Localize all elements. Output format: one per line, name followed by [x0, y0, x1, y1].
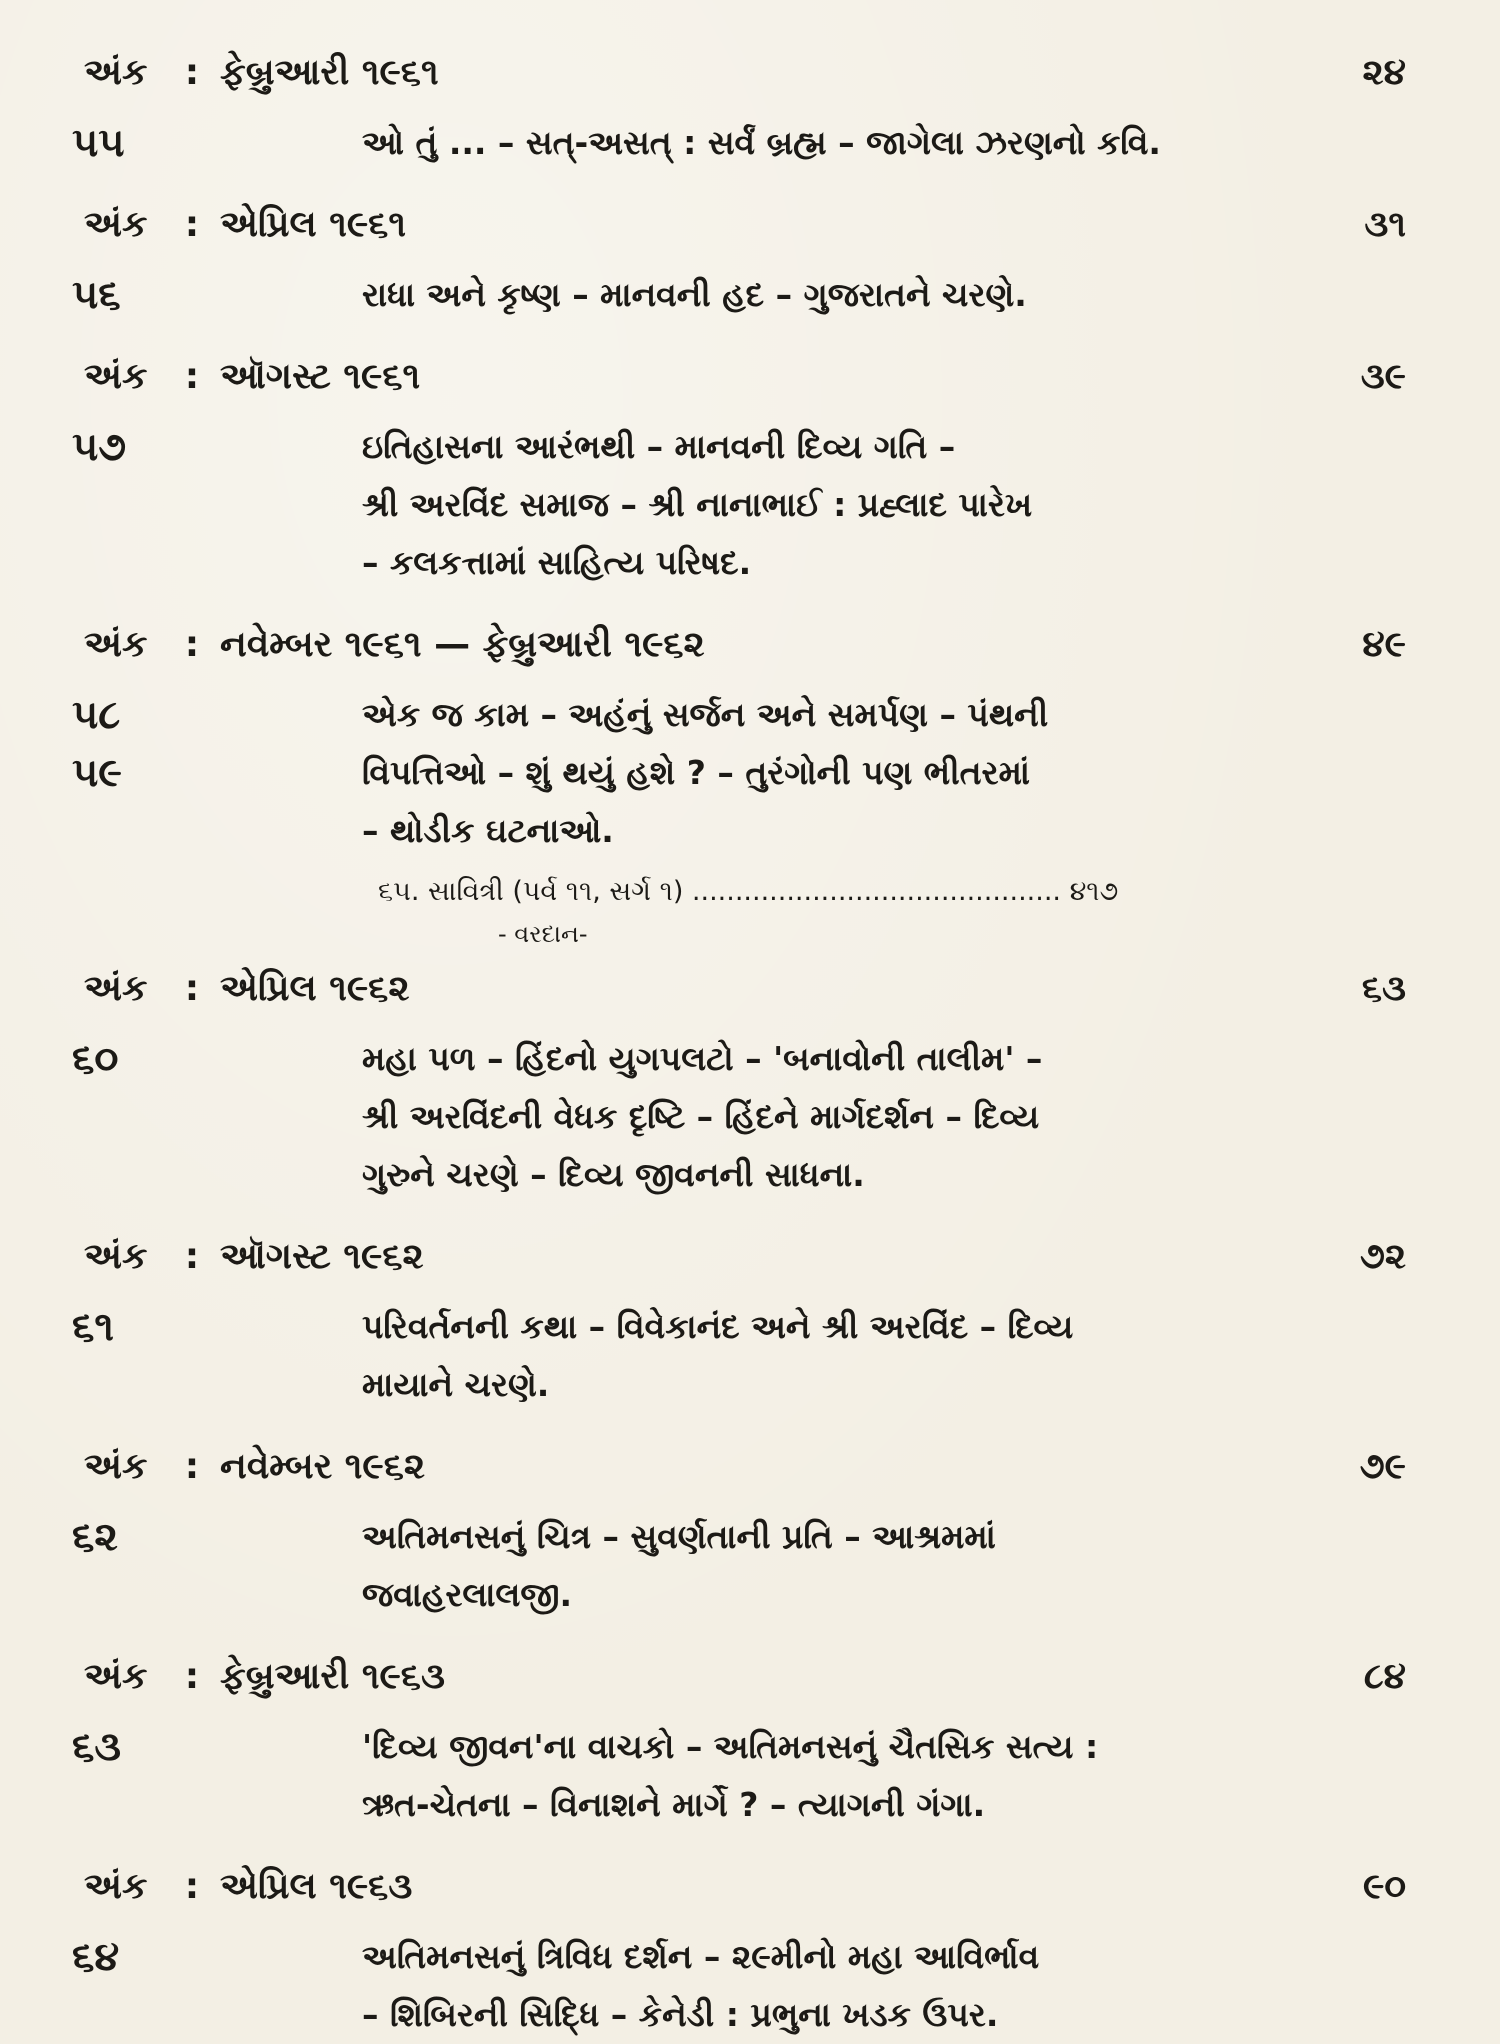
- article-title-line: શ્રી અરવિંદની વેધક દૃષ્ટિ – હિંદને માર્ગદર્શન – દિવ્ય: [362, 1097, 1040, 1136]
- article-title-line: – શિબિરની સિદ્ધિ – કેનેડી : પ્રભુના ખડક ઉપર.: [362, 1995, 999, 2034]
- article-number: ૬૩: [72, 1724, 122, 1770]
- article-title-line: – કલકત્તામાં સાહિત્ય પરિષદ.: [362, 543, 752, 582]
- article-titles: [362, 1508, 1420, 1624]
- article-numbers: [70, 266, 220, 324]
- issue-label: અંક: [84, 204, 148, 245]
- issue-label: અંક: [84, 624, 148, 665]
- issue-separator: :: [184, 1866, 200, 1907]
- issue-separator: :: [184, 1446, 200, 1487]
- issue-header: [70, 52, 1420, 114]
- issue-separator: :: [184, 624, 200, 665]
- issue-entry: [70, 356, 1420, 592]
- article-numbers: [70, 114, 220, 172]
- article-title-line: માયાને ચરણે.: [362, 1365, 550, 1404]
- issue-header: [70, 204, 1420, 266]
- issue-label: અંક: [84, 1236, 148, 1277]
- article-number: ૬૨: [72, 1514, 118, 1560]
- article-title-line: શ્રી અરવિંદ સમાજ – શ્રી નાનાભાઈ : પ્રહ્લાદ પારેખ: [362, 485, 1033, 524]
- article-title-line: ઓ તું ... – સત્-અસત્ : સર્વં બ્રહ્મ – જાગેલા ઝરણનો કવિ.: [362, 123, 1161, 162]
- article-titles: [362, 266, 1420, 324]
- issue-separator: :: [184, 204, 200, 245]
- issue-header: [70, 1656, 1420, 1718]
- article-numbers: [70, 1928, 220, 1986]
- issue-header: [70, 968, 1420, 1030]
- issue-separator: :: [184, 356, 200, 397]
- article-title-line: ગુરુને ચરણે – દિવ્ય જીવનની સાધના.: [362, 1155, 865, 1194]
- page-number: ૪૯: [1362, 624, 1406, 665]
- inserted-entry: [70, 870, 1420, 954]
- issue-body: [70, 686, 1420, 860]
- issue-label: અંક: [84, 968, 148, 1009]
- issue-label: અંક: [84, 52, 148, 93]
- article-title-line: ઋત-ચેતના – વિનાશને માર્ગે ? – ત્યાગની ગંગા.: [362, 1785, 986, 1824]
- issue-date: એપ્રિલ ૧૯૬૨: [220, 968, 410, 1009]
- page-number: ૬૩: [1361, 968, 1406, 1009]
- issue-label: અંક: [84, 356, 148, 397]
- article-title-line: અતિમનસનું ત્રિવિધ દર્શન – ૨૯મીનો મહા આવિર્ભાવ: [362, 1937, 1040, 1976]
- issue-entry: [70, 1236, 1420, 1414]
- issue-body: [70, 1718, 1420, 1834]
- article-numbers: [70, 1508, 220, 1566]
- issue-date: ઑગસ્ટ ૧૯૬૧: [220, 356, 421, 397]
- issue-label: અંક: [84, 1656, 148, 1697]
- issue-header: [70, 356, 1420, 418]
- article-number: ૫૭: [72, 424, 127, 470]
- issue-date: એપ્રિલ ૧૯૬૧: [220, 204, 406, 245]
- inserted-entry-line: ૬૫. સાવિત્રી (પર્વ ૧૧, સર્ગ ૧) ........................................... ૪૧૭: [378, 876, 1119, 907]
- article-title-line: મહા પળ – હિંદનો યુગપલટો – 'બનાવોની તાલીમ' –: [362, 1039, 1043, 1078]
- article-title-line: રાધા અને કૃષ્ણ – માનવની હદ – ગુજરાતને ચરણે.: [362, 275, 1027, 314]
- article-number: ૬૦: [72, 1036, 119, 1082]
- page-number: ૭૨: [1359, 1236, 1406, 1277]
- issue-entry: [70, 1446, 1420, 1624]
- article-titles: [362, 1298, 1420, 1414]
- issue-header: [70, 1446, 1420, 1508]
- issue-date: નવેમ્બર ૧૯૬૨: [220, 1446, 426, 1487]
- issue-date: નવેમ્બર ૧૯૬૧ — ફેબ્રુઆરી ૧૯૬૨: [220, 624, 705, 665]
- article-title-line: 'દિવ્ય જીવન'ના વાચકો – અતિમનસનું ચૈતસિક સત્ય :: [362, 1727, 1099, 1766]
- issue-separator: :: [184, 1236, 200, 1277]
- issue-body: [70, 1030, 1420, 1204]
- page-number: ૯૦: [1363, 1866, 1406, 1907]
- article-title-line: એક જ કામ – અહંનું સર્જન અને સમર્પણ – પંથની: [362, 695, 1049, 734]
- issue-body: [70, 1298, 1420, 1414]
- page-number: ૨૪: [1362, 52, 1406, 93]
- article-number: ૫૫: [72, 120, 125, 166]
- article-number: ૬૧: [72, 1304, 114, 1350]
- article-numbers: [70, 1718, 220, 1776]
- issue-header: [70, 1236, 1420, 1298]
- article-title-line: અતિમનસનું ચિત્ર – સુવર્ણતાની પ્રતિ – આશ્રમમાં: [362, 1517, 996, 1556]
- article-titles: [362, 686, 1420, 860]
- issue-body: [70, 418, 1420, 592]
- article-title-line: પરિવર્તનની કથા – વિવેકાનંદ અને શ્રી અરવિંદ – દિવ્ય: [362, 1307, 1074, 1346]
- issue-entry: [70, 1866, 1420, 2044]
- issue-separator: :: [184, 52, 200, 93]
- issue-separator: :: [184, 1656, 200, 1697]
- page-number: ૭૯: [1359, 1446, 1406, 1487]
- article-numbers: [70, 686, 220, 802]
- article-numbers: [70, 1298, 220, 1356]
- article-number: ૬૪: [72, 1934, 120, 1980]
- article-titles: [362, 1030, 1420, 1204]
- issue-entry: [70, 624, 1420, 954]
- issue-separator: :: [184, 968, 200, 1009]
- article-numbers: [70, 418, 220, 476]
- issue-date: ફેબ્રુઆરી ૧૯૬૩: [220, 1656, 445, 1697]
- inserted-entry-subtitle: - વરદાન-: [498, 920, 588, 948]
- article-number: ૫૯: [72, 750, 122, 796]
- issue-body: [70, 1928, 1420, 2044]
- issue-entry: [70, 52, 1420, 172]
- issue-header: [70, 1866, 1420, 1928]
- article-titles: [362, 1928, 1420, 2044]
- article-titles: [362, 1718, 1420, 1834]
- issue-entry: [70, 1656, 1420, 1834]
- article-title-line: ઇતિહાસના આરંભથી – માનવની દિવ્ય ગતિ –: [362, 427, 956, 466]
- article-title-line: વિપત્તિઓ – શું થયું હશે ? – તુરંગોની પણ ભીતરમાં: [362, 753, 1030, 792]
- issue-body: [70, 114, 1420, 172]
- article-titles: [362, 418, 1420, 592]
- page-number: ૮૪: [1363, 1656, 1406, 1697]
- page-number: ૩૯: [1360, 356, 1406, 397]
- issue-label: અંક: [84, 1866, 148, 1907]
- article-title-line: જવાહરલાલજી.: [362, 1575, 573, 1614]
- issue-entry: [70, 968, 1420, 1204]
- issue-date: ઑગસ્ટ ૧૯૬૨: [220, 1236, 424, 1277]
- article-titles: [362, 114, 1420, 172]
- article-title-line: – થોડીક ઘટનાઓ.: [362, 811, 614, 850]
- issue-body: [70, 1508, 1420, 1624]
- issue-label: અંક: [84, 1446, 148, 1487]
- article-numbers: [70, 1030, 220, 1088]
- article-number: ૫૮: [72, 692, 121, 738]
- page-number: ૩૧: [1364, 204, 1406, 245]
- issue-date: એપ્રિલ ૧૯૬૩: [220, 1866, 413, 1907]
- issue-entry: [70, 204, 1420, 324]
- article-number: ૫૬: [72, 272, 121, 318]
- issue-header: [70, 624, 1420, 686]
- issue-body: [70, 266, 1420, 324]
- issue-date: ફેબ્રુઆરી ૧૯૬૧: [220, 52, 439, 93]
